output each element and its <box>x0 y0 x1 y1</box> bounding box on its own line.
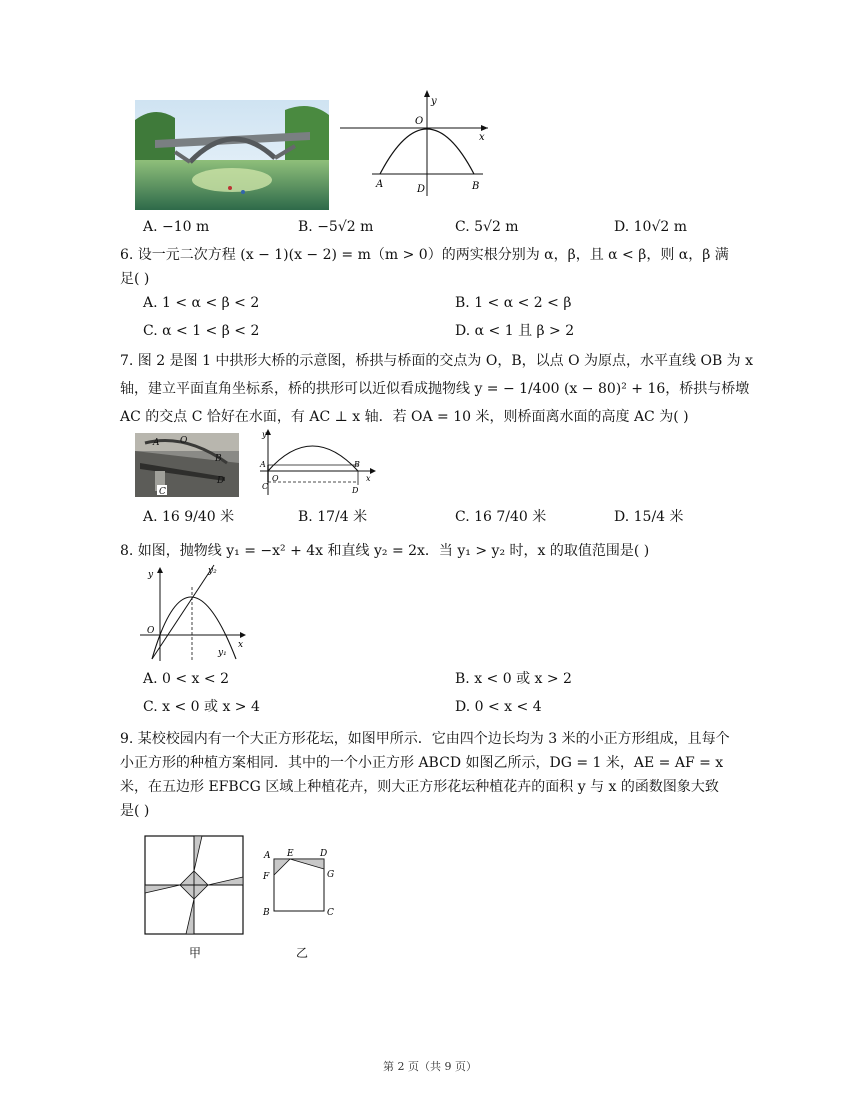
q7-fig-x: x <box>366 474 371 483</box>
q8-graph <box>138 563 250 663</box>
photo-label-b: B <box>215 454 222 464</box>
q8-label-y: y <box>148 570 154 580</box>
q9-stem-line-3: 米，在五边形 EFBCG 区域上种植花卉，则大正方形花坛种植花卉的面积 y 与 x 的函数图象大致 <box>120 779 719 795</box>
q7-option-b[interactable]: B. 17/4 米 <box>298 509 368 525</box>
q6-option-d[interactable]: D. α < 1 且 β > 2 <box>455 323 575 339</box>
q5-label-b: B <box>472 181 480 192</box>
q7-fig-b: B <box>354 460 360 469</box>
q6-option-c[interactable]: C. α < 1 < β < 2 <box>143 323 260 339</box>
q8-option-a[interactable]: A. 0 < x < 2 <box>143 671 229 687</box>
page-footer: 第 2 页（共 9 页） <box>383 1060 477 1073</box>
q7-option-c[interactable]: C. 16 7/40 米 <box>455 509 547 525</box>
q8-option-d[interactable]: D. 0 < x < 4 <box>455 699 542 715</box>
q5-label-a: A <box>376 179 384 190</box>
q9-stem-line-1: 9. 某校校园内有一个大正方形花坛，如图甲所示．它由四个边长均为 3 米的小正方形组成，且每个 <box>120 731 730 747</box>
q7-stem-line-1: 7. 图 2 是图 1 中拱形大桥的示意图，桥拱与桥面的交点为 O，B，以点 O 为原点，水平直线 OB 为 x <box>120 353 754 369</box>
yi-label-b: B <box>263 908 270 918</box>
arch-bridge-photo <box>135 433 239 497</box>
yi-label-d: D <box>320 849 328 859</box>
photo-label-c: C <box>159 487 166 497</box>
flowerbed-yi-figure <box>258 843 342 919</box>
q7-fig-c: C <box>262 482 269 491</box>
q7-fig-y: y <box>262 430 267 439</box>
fig-jia-caption: 甲 <box>189 946 202 960</box>
q7-fig-d: D <box>352 486 359 495</box>
q8-option-b[interactable]: B. x < 0 或 x > 2 <box>455 671 572 687</box>
q6-stem-line-2: 足( ) <box>120 271 150 287</box>
flowerbed-jia-figure <box>144 835 244 935</box>
q7-option-a[interactable]: A. 16 9/40 米 <box>143 509 235 525</box>
q7-option-d[interactable]: D. 15/4 米 <box>614 509 684 525</box>
yi-label-g: G <box>327 870 335 880</box>
q5-label-o: O <box>415 116 424 127</box>
q7-stem-line-2: 轴，建立平面直角坐标系，桥的拱形可以近似看成抛物线 y = − 1/400 (x − 80)² + 16，桥拱与桥墩 <box>120 381 750 397</box>
q8-option-c[interactable]: C. x < 0 或 x > 4 <box>143 699 260 715</box>
q5-option-c[interactable]: C. 5√2 m <box>455 219 519 235</box>
q5-option-a[interactable]: A. −10 m <box>143 219 210 235</box>
bridge-photo <box>135 100 329 210</box>
photo-label-o: O <box>180 436 188 446</box>
q8-label-y1: y₁ <box>218 648 227 658</box>
q7-fig-a: A <box>260 460 266 469</box>
q7-fig-o: O <box>272 474 279 483</box>
fig-yi-caption: 乙 <box>296 946 309 960</box>
q5-parabola-figure <box>338 88 498 198</box>
q7-stem-line-3: AC 的交点 C 恰好在水面，有 AC ⊥ x 轴．若 OA = 10 米，则桥面离水面的高度 AC 为( ) <box>120 409 689 425</box>
yi-label-e: E <box>287 849 294 859</box>
q5-option-d[interactable]: D. 10√2 m <box>614 219 687 235</box>
q5-label-y: y <box>431 96 437 107</box>
photo-label-a: A <box>153 438 160 448</box>
q5-label-x: x <box>479 132 485 143</box>
q8-label-o: O <box>147 626 155 636</box>
q9-stem-line-2: 小正方形的种植方案相同．其中的一个小正方形 ABCD 如图乙所示，DG = 1 米，AE = AF = x <box>120 755 724 771</box>
q6-option-b[interactable]: B. 1 < α < 2 < β <box>455 295 572 311</box>
q6-option-a[interactable]: A. 1 < α < β < 2 <box>143 295 260 311</box>
q9-stem-line-4: 是( ) <box>120 803 150 819</box>
yi-label-a: A <box>264 851 271 861</box>
q8-label-x: x <box>238 640 244 650</box>
photo-label-d: D <box>217 476 225 486</box>
q8-stem-line-1: 8. 如图，抛物线 y₁ = −x² + 4x 和直线 y₂ = 2x．当 y₁ > y₂ 时，x 的取值范围是( ) <box>120 543 650 559</box>
q5-option-b[interactable]: B. −5√2 m <box>298 219 374 235</box>
q8-label-y2: y₂ <box>208 566 217 576</box>
yi-label-c: C <box>327 908 334 918</box>
q5-label-d: D <box>417 184 426 195</box>
yi-label-f: F <box>263 872 270 882</box>
q7-arch-figure <box>254 427 378 497</box>
q6-stem-line-1: 6. 设一元二次方程 (x − 1)(x − 2) = m（m > 0）的两实根分别为 α，β，且 α < β，则 α，β 满 <box>120 247 729 263</box>
